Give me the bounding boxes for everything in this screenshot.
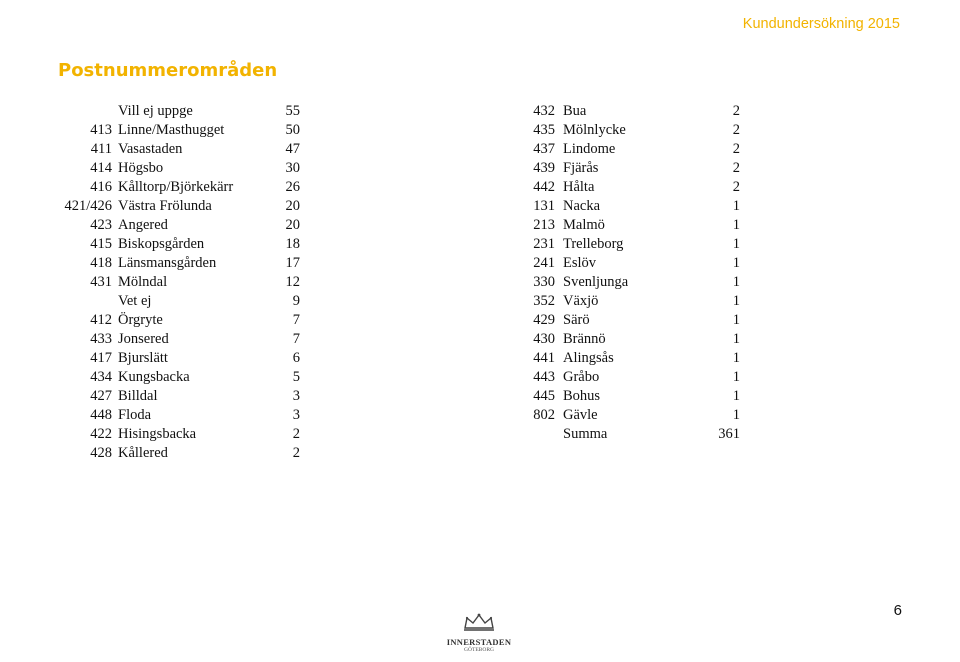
- table-row: [20, 368, 300, 387]
- response-count: 7: [292, 312, 300, 328]
- area-name: Mölndal: [118, 274, 168, 290]
- postal-table-right: [500, 102, 740, 444]
- table-row: [20, 406, 300, 425]
- postal-code: 417: [90, 350, 112, 366]
- response-count: 1: [732, 255, 740, 271]
- table-row: [20, 235, 300, 254]
- table-row: [500, 330, 740, 349]
- postal-code: 445: [533, 388, 555, 404]
- area-name: Västra Frölunda: [118, 198, 212, 214]
- area-name: Fjärås: [563, 160, 599, 176]
- response-count: 1: [732, 369, 740, 385]
- postal-code: 418: [90, 255, 112, 271]
- area-name: Mölnlycke: [563, 122, 626, 138]
- area-name: Lindome: [563, 141, 616, 157]
- table-row: [500, 159, 740, 178]
- table-row: [500, 140, 740, 159]
- postal-code: 434: [90, 369, 112, 385]
- response-count: 20: [285, 217, 300, 233]
- postal-code: 437: [533, 141, 555, 157]
- area-name: Hålta: [563, 179, 595, 195]
- response-count: 1: [732, 274, 740, 290]
- postal-code: 432: [533, 103, 555, 119]
- response-count: 2: [292, 445, 300, 461]
- table-row: [20, 121, 300, 140]
- postal-code: 431: [90, 274, 112, 290]
- page-number: 6: [893, 602, 902, 619]
- response-count: 1: [732, 388, 740, 404]
- postal-code: 416: [90, 179, 112, 195]
- table-row: [20, 197, 300, 216]
- response-count: 26: [285, 179, 300, 195]
- area-name: Angered: [118, 217, 168, 233]
- response-count: 2: [732, 141, 740, 157]
- postal-code: 422: [90, 426, 112, 442]
- response-count: 1: [732, 350, 740, 366]
- table-row: [20, 140, 300, 159]
- response-count: 1: [732, 217, 740, 233]
- table-row: [500, 235, 740, 254]
- table-row: [500, 178, 740, 197]
- area-name: Särö: [563, 312, 590, 328]
- response-count: 1: [732, 331, 740, 347]
- postal-code: 414: [90, 160, 112, 176]
- table-row: [20, 330, 300, 349]
- logo-subtext: GÖTEBORG: [464, 647, 494, 653]
- postal-code: 411: [90, 141, 112, 157]
- postal-code: 423: [90, 217, 112, 233]
- postal-code: 442: [533, 179, 555, 195]
- response-count: 20: [285, 198, 300, 214]
- postal-code: 439: [533, 160, 555, 176]
- area-name: Gråbo: [563, 369, 600, 385]
- table-row: [500, 292, 740, 311]
- postal-code: 441: [533, 350, 555, 366]
- table-row: [500, 254, 740, 273]
- table-row: [500, 406, 740, 425]
- response-count: 7: [292, 331, 300, 347]
- area-name: Kålltorp/Björkekärr: [118, 179, 234, 195]
- area-name: Brännö: [563, 331, 606, 347]
- table-row: [500, 273, 740, 292]
- response-count: 361: [718, 426, 740, 442]
- response-count: 2: [732, 122, 740, 138]
- area-name: Vill ej uppge: [118, 103, 193, 119]
- response-count: 30: [285, 160, 300, 176]
- page-title: Postnummerområden: [58, 60, 278, 81]
- table-row: [20, 425, 300, 444]
- postal-code: 213: [533, 217, 555, 233]
- area-name: Malmö: [563, 217, 605, 233]
- response-count: 1: [732, 236, 740, 252]
- response-count: 6: [292, 350, 300, 366]
- postal-code: 428: [90, 445, 112, 461]
- table-row: [20, 216, 300, 235]
- table-row: [500, 425, 740, 444]
- table-row: [500, 121, 740, 140]
- table-row: [20, 159, 300, 178]
- response-count: 2: [732, 179, 740, 195]
- response-count: 2: [732, 160, 740, 176]
- postal-code: 421/426: [64, 198, 112, 214]
- response-count: 1: [732, 293, 740, 309]
- table-row: [500, 102, 740, 121]
- table-row: [500, 216, 740, 235]
- area-name: Billdal: [118, 388, 158, 404]
- response-count: 17: [285, 255, 300, 271]
- postal-code: 802: [533, 407, 555, 423]
- postal-code: 427: [90, 388, 112, 404]
- area-name: Gävle: [563, 407, 598, 423]
- postal-code: 415: [90, 236, 112, 252]
- table-row: [500, 197, 740, 216]
- postal-code: 429: [533, 312, 555, 328]
- area-name: Linne/Masthugget: [118, 122, 225, 138]
- table-row: [20, 102, 300, 121]
- response-count: 1: [732, 407, 740, 423]
- area-name: Bjurslätt: [118, 350, 168, 366]
- area-name: Floda: [118, 407, 152, 423]
- area-name: Bua: [563, 103, 587, 119]
- area-name: Hisingsbacka: [118, 426, 197, 442]
- area-name: Alingsås: [563, 350, 614, 366]
- response-count: 55: [285, 103, 300, 119]
- postal-code: 448: [90, 407, 112, 423]
- table-row: [20, 292, 300, 311]
- area-name: Biskopsgården: [118, 236, 205, 252]
- innerstaden-logo: [444, 612, 514, 658]
- postal-code: 231: [533, 236, 555, 252]
- area-name: Högsbo: [118, 160, 164, 176]
- area-name: Örgryte: [118, 312, 163, 328]
- postal-code: 413: [90, 122, 112, 138]
- table-row: [500, 349, 740, 368]
- postal-code: 131: [533, 198, 555, 214]
- postal-code: 241: [533, 255, 555, 271]
- area-name: Kungsbacka: [118, 369, 190, 385]
- area-name: Vasastaden: [118, 141, 183, 157]
- postal-code: 443: [533, 369, 555, 385]
- postal-code: 435: [533, 122, 555, 138]
- report-header-title: Kundundersökning 2015: [742, 16, 900, 32]
- postal-code: 430: [533, 331, 555, 347]
- area-name: Nacka: [563, 198, 601, 214]
- table-row: [500, 387, 740, 406]
- area-name: Svenljunga: [563, 274, 629, 290]
- logo-text: INNERSTADEN: [446, 637, 512, 647]
- response-count: 2: [732, 103, 740, 119]
- area-name: Växjö: [563, 293, 599, 309]
- response-count: 1: [732, 198, 740, 214]
- postal-code: 330: [533, 274, 555, 290]
- postal-code: 412: [90, 312, 112, 328]
- table-row: [20, 311, 300, 330]
- response-count: 12: [285, 274, 300, 290]
- area-name: Vet ej: [118, 293, 152, 309]
- response-count: 3: [292, 388, 300, 404]
- postal-table-left: [20, 102, 300, 463]
- postal-code: 433: [90, 331, 112, 347]
- response-count: 1: [732, 312, 740, 328]
- area-name: Bohus: [563, 388, 601, 404]
- crown-icon: [459, 612, 499, 632]
- area-name: Summa: [563, 426, 608, 442]
- table-row: [500, 368, 740, 387]
- response-count: 9: [292, 293, 300, 309]
- table-row: [20, 254, 300, 273]
- table-row: [20, 349, 300, 368]
- response-count: 2: [292, 426, 300, 442]
- response-count: 50: [285, 122, 300, 138]
- area-name: Trelleborg: [563, 236, 624, 252]
- response-count: 3: [292, 407, 300, 423]
- area-name: Jonsered: [118, 331, 169, 347]
- response-count: 5: [292, 369, 300, 385]
- table-row: [20, 178, 300, 197]
- area-name: Eslöv: [563, 255, 597, 271]
- table-row: [500, 311, 740, 330]
- table-row: [20, 444, 300, 463]
- response-count: 47: [285, 141, 300, 157]
- table-row: [20, 387, 300, 406]
- postal-code: 352: [533, 293, 555, 309]
- response-count: 18: [285, 236, 300, 252]
- area-name: Kållered: [118, 445, 168, 461]
- area-name: Länsmansgården: [118, 255, 217, 271]
- table-row: [20, 273, 300, 292]
